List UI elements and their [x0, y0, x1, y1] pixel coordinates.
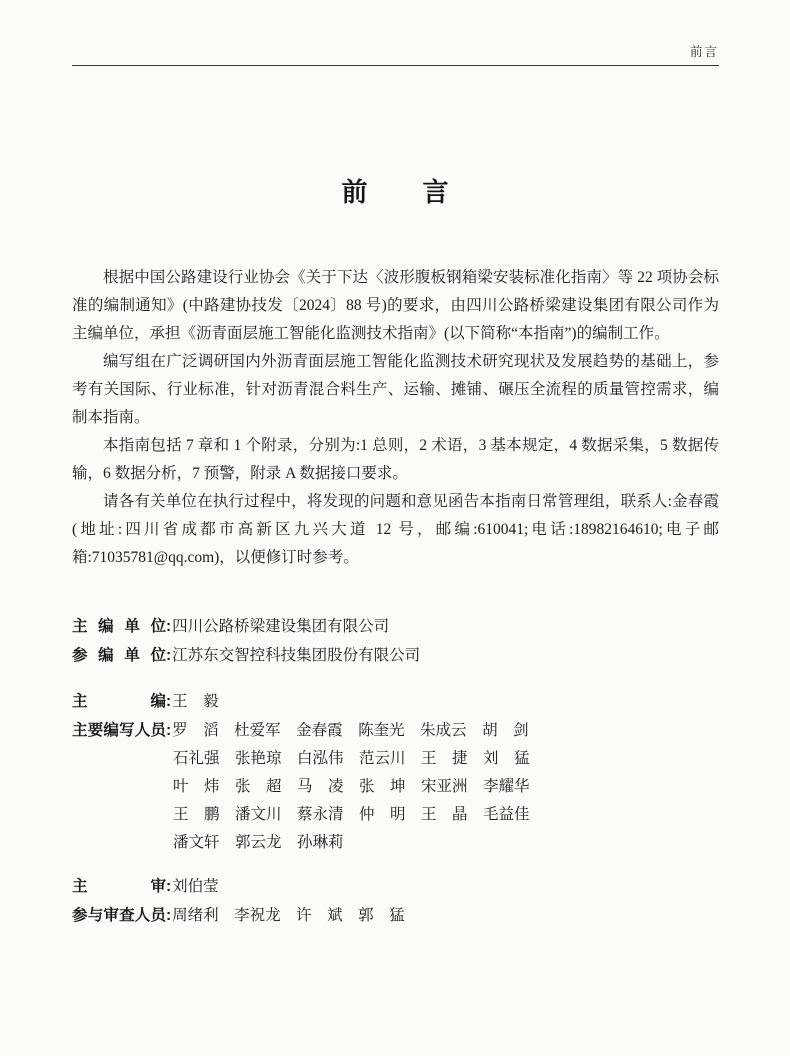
chief-reviewer-value: 刘伯莹: [172, 878, 219, 895]
writers-row: [72, 716, 719, 745]
chief-editor-label: 主编: [72, 693, 166, 710]
credits-section: [72, 612, 719, 930]
chief-editor-value: 王 毅: [172, 693, 219, 710]
foreword-body: [72, 264, 719, 572]
chief-reviewer-row: [72, 872, 719, 901]
running-header-text: 前言: [689, 45, 719, 59]
chief-unit-value: 四川公路桥梁建设集团有限公司: [172, 618, 390, 635]
co-unit-label: 参编单位: [72, 647, 166, 664]
co-unit-row: [72, 641, 719, 670]
co-unit-value: 江苏东交智控科技集团股份有限公司: [172, 647, 421, 664]
header-rule: [72, 65, 719, 66]
chief-reviewer-label: 主审: [72, 878, 166, 895]
chief-unit-label: 主编单位: [72, 618, 166, 635]
writers-line: 叶 炜 张 超 马 凌 张 坤 宋亚洲 李耀华: [173, 778, 530, 795]
writers-line: 王 鹏 潘文川 蔡永清 仲 明 王 晶 毛益佳: [173, 806, 530, 823]
paragraph-2: 编写组在广泛调研国内外沥青面层施工智能化监测技术研究现状及发展趋势的基础上，参考有关国际、行业标准，针对沥青混合料生产、运输、摊铺、碾压全流程的质量管控需求，编制本指南。: [72, 353, 719, 426]
reviewers-row: [72, 901, 719, 930]
colon: :: [166, 647, 172, 664]
paragraph-4: 请各有关单位在执行过程中，将发现的问题和意见函告本指南日常管理组，联系人:金春霞(地址:四川省成都市高新区九兴大道 12 号，邮编:610041;电话:18982164610;电子邮箱:71035781@qq.com)，以便修订时参考。: [72, 493, 719, 566]
colon: :: [166, 693, 172, 710]
writers-label: 主要编写人员: [72, 722, 166, 739]
paragraph-3: 本指南包括 7 章和 1 个附录，分别为:1 总则，2 术语，3 基本规定，4 数据采集，5 数据传输，6 数据分析，7 预警，附录 A 数据接口要求。: [72, 437, 719, 482]
writers-line: 潘文轩 郭云龙 孙琳莉: [173, 834, 344, 851]
chief-editor-row: [72, 687, 719, 716]
page-title: 前 言: [341, 178, 450, 207]
writers-line: 石礼强 张艳琼 白泓伟 范云川 王 捷 刘 猛: [173, 750, 530, 767]
paragraph-1: 根据中国公路建设行业协会《关于下达〈波形腹板钢箱梁安装标准化指南〉等 22 项协会标准的编制通知》(中路建协技发〔2024〕88 号)的要求，由四川公路桥梁建设集团有限公司作为主编单位，承担《沥青面层施工智能化监测技术指南》(以下简称“本指南”)的编制工作。: [72, 269, 719, 342]
reviewers-label: 参与审查人员: [72, 907, 166, 924]
colon: :: [166, 722, 172, 739]
reviewers-value: 周绪利 李祝龙 许 斌 郭 猛: [172, 907, 405, 924]
colon: :: [166, 907, 172, 924]
page-header: [72, 42, 719, 60]
colon: :: [166, 618, 172, 635]
chief-unit-row: [72, 612, 719, 641]
writers-line: 罗 滔 杜爱军 金春霞 陈奎光 朱成云 胡 剑: [172, 722, 529, 739]
colon: :: [166, 878, 172, 895]
